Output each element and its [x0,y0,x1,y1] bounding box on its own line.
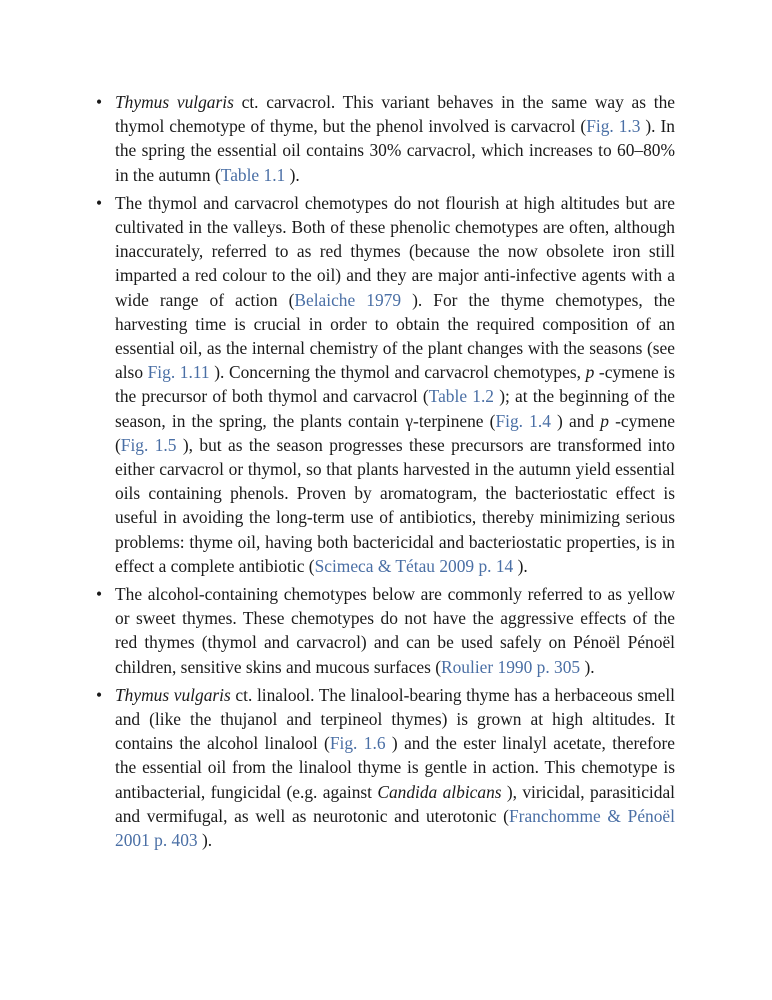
citation-link[interactable]: Franchomme & Pénoël 2001 p. 403 [115,805,675,851]
paragraph-text [115,193,675,576]
species-name: Thymus vulgaris [115,92,234,112]
text-run: ), viricidal, parasiticidal and vermifugal, as well as neurotonic and uterotonic ( [115,781,675,826]
bullet-item-thymus-linalool [96,683,675,852]
paragraph-text [115,92,675,185]
bullet-icon: • [96,92,103,112]
text-run: ). [513,555,528,576]
bullet-icon: • [96,584,103,605]
text-run: The alcohol-containing chemotypes below are commonly referred to as yellow or sweet thymes. These chemotypes do not have the aggressive effects of the red thymes (thymol and carvacrol) and can be used safely on Pénoël Pénoël children, sensitive skins and mucous surfaces ( [115,584,675,677]
text-run: -cymene ( [115,410,675,455]
text-run: ). [580,656,595,677]
table-link[interactable]: Table 1.2 [428,386,494,407]
citation-link[interactable]: Belaiche 1979 [294,289,402,310]
figure-link[interactable]: Fig. 1.4 [495,410,551,431]
text-run: ) and the ester linalyl acetate, therefore the essential oil from the linalool thyme is gentle in action. This chemotype is antibacterial, fungicidal (e.g. against [115,733,675,802]
bullet-item-thymus-carvacrol [96,90,675,187]
figure-link[interactable]: Fig. 1.11 [147,362,210,383]
bullet-item-red-thymes [96,191,675,578]
paragraph-text [115,584,675,677]
text-run: ). [197,830,213,851]
bullet-icon: • [96,684,103,705]
bullet-icon: • [96,192,103,213]
figure-link[interactable]: Fig. 1.5 [120,434,177,455]
species-name: Thymus vulgaris [115,684,231,705]
text-run: -cymene is the precursor of both thymol and carvacrol ( [115,362,675,407]
figure-link[interactable]: Fig. 1.3 [586,116,641,137]
bullet-item-yellow-thymes [96,582,675,679]
citation-link[interactable]: Scimeca & Tétau 2009 p. 14 [314,555,514,576]
text-run: ct. carvacrol. This variant behaves in the same way as the thymol chemotype of thyme, but the phenol involved is carvacrol ( [115,92,675,137]
text-run: ). [285,164,300,185]
text-run: ), but as the season progresses these precursors are transformed into either carvacrol or thymol, so that plants harvested in the autumn yield essential oils containing phenols. Proven by aromatogram, the bacteriostatic effect is useful in avoiding the long-term use of antibiotics, thereby minimizing serious problems: thyme oil, having both bactericidal and bacteriostatic properties, is in effect a complete antibiotic ( [115,434,675,576]
text-run: ). For the thyme chemotypes, the harvesting time is crucial in order to obtain the required composition of an essential oil, as the internal chemistry of the plant changes with the seasons (see also [115,289,675,383]
text-run: ); at the beginning of the season, in the spring, the plants contain γ-terpinene ( [115,386,675,431]
text-run: ). In the spring the essential oil contains 30% carvacrol, which increases to 60–80% in the autumn ( [115,116,675,185]
italic-text: p [585,362,595,383]
text-run: The thymol and carvacrol chemotypes do not flourish at high altitudes but are cultivated in the valleys. Both of these phenolic chemotypes are often, although inaccurately, referred to as red thymes (because the now obsolete iron still imparted a red colour to the oil) and they are major anti-infective agents with a wide range of action ( [115,192,675,310]
text-run: ) and [550,410,601,431]
table-link[interactable]: Table 1.1 [220,164,286,185]
italic-text: p [600,410,609,431]
text-run: ct. linalool. The linalool-bearing thyme has a herbaceous smell and (like the thujanol and terpineol thymes) is grown at high altitudes. It contains the alcohol linalool ( [115,684,675,754]
figure-link[interactable]: Fig. 1.6 [329,733,386,754]
citation-link[interactable]: Roulier 1990 p. 305 [441,656,581,677]
species-name: Candida albicans [377,781,502,802]
paragraph-text [115,685,675,850]
text-run: ). Concerning the thymol and carvacrol chemotypes, [209,362,586,383]
